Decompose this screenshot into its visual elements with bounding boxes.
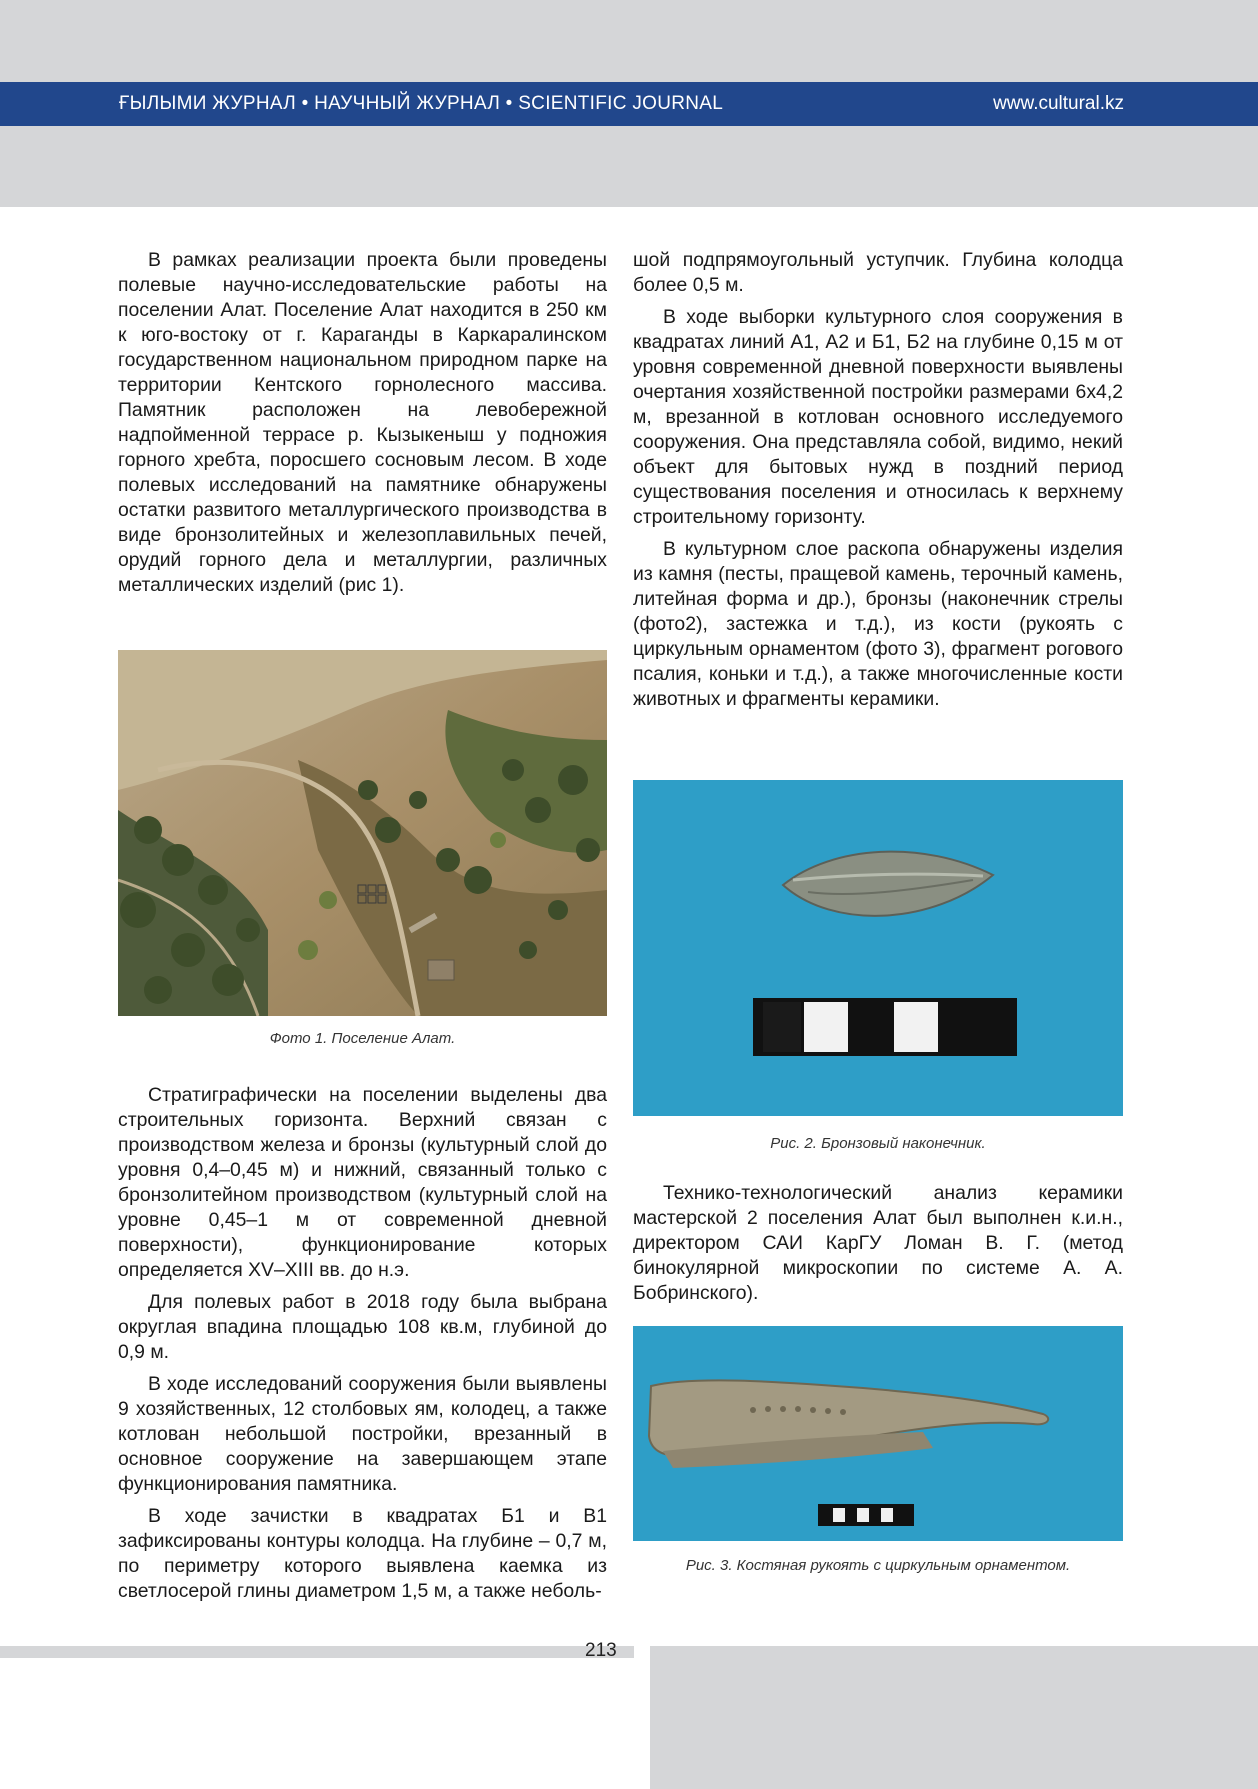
paragraph: Технико-технологический анализ керамики мастерской 2 поселения Алат был выполнен к.и.н., директором САИ КарГУ Ломан В. Г. (метод бинокулярной микроскопии по системе А. А. Бобринского). xyxy=(633,1182,1123,1304)
bone-handle-photo xyxy=(633,1326,1123,1541)
page-number: 213 xyxy=(585,1640,617,1661)
journal-banner xyxy=(0,82,1258,126)
paragraph: В культурном слое раскопа обнаружены изделия из камня (песты, пращевой камень, терочный камень, литейная форма и др.), бронзы (наконечник стрелы (фото2), застежка и т.д.), из кости (рукоять с циркульным орнаментом (фото 3), фрагмент рогового псалия, коньки и т.д.), а также многочисленные кости животных и фрагменты керамики. xyxy=(633,538,1123,710)
paragraph: В ходе выборки культурного слоя сооружения в квадратах линий А1, А2 и Б1, Б2 на глубине 0,15 м от уровня современной дневной поверхности выявлены очертания хозяйственной постройки размерами 6х4,2 м, врезанной в котлован основного исследуемого сооружения. Она представляла собой, видимо, некий объект для бытовых нужд в поздний период существования поселения и относилась к верхнему строительному горизонту. xyxy=(633,306,1123,528)
footer-bar xyxy=(0,1646,634,1658)
footer-background xyxy=(650,1646,1258,1789)
paragraph: шой подпрямоугольный уступчик. Глубина колодца более 0,5 м. xyxy=(633,249,1123,296)
photo1-caption: Фото 1. Поселение Алат. xyxy=(269,1030,456,1047)
journal-title: ҒЫЛЫМИ ЖУРНАЛ • НАУЧНЫЙ ЖУРНАЛ • SCIENTIFIC JOURNAL xyxy=(119,93,724,114)
photo3-caption: Рис. 3. Костяная рукоять с циркульным орнаментом. xyxy=(685,1557,1071,1574)
left-column-top xyxy=(118,248,607,605)
paragraph: Для полевых работ в 2018 году была выбрана округлая впадина площадью 108 кв.м, глубиной до 0,9 м. xyxy=(118,1291,607,1363)
right-column-bottom xyxy=(633,1181,1123,1313)
paragraph: В рамках реализации проекта были проведены полевые научно-исследовательские работы на поселении Алат. Поселение Алат находится в 250 км к юго-востоку от г. Караганды в Каркаралинском государственном национальном природном парке на территории Кентского горнолесного массива. Памятник расположен на левобережной надпойменной террасе р. Кызыкеныш у подножия горного хребта, поросшего сосновым лесом. В ходе полевых исследований на памятнике обнаружены остатки развитого металлургического производства в виде бронзолитейных и железоплавильных печей, орудий горного дела и металлургии, различных металлических изделий (рис 1). xyxy=(118,249,607,596)
paragraph: В ходе исследований сооружения были выявлены 9 хозяйственных, 12 столбовых ям, колодец, а также котлован небольшой постройки, врезанный в основное сооружение на завершающем этапе функционирования памятника. xyxy=(118,1373,607,1495)
paragraph: В ходе зачистки в квадратах Б1 и В1 зафиксированы контуры колодца. На глубине – 0,7 м, по периметру которого выявлена каемка из светлосерой глины диаметром 1,5 м, а также неболь- xyxy=(118,1505,607,1602)
aerial-photo xyxy=(118,650,607,1016)
website-link[interactable]: www.cultural.kz xyxy=(993,93,1124,114)
left-column-bottom xyxy=(118,1083,607,1611)
paragraph: Стратиграфически на поселении выделены два строительных горизонта. Верхний связан с производством железа и бронзы (культурный слой до уровня 0,4–0,45 м) и нижний, связанный только с бронзолитейном производством (культурный слой на уровне 0,45–1 м от современной дневной поверхности), функционирование которых определяется XV–XIII вв. до н.э. xyxy=(118,1084,607,1281)
arrowhead-photo xyxy=(633,780,1123,1116)
photo2-caption: Рис. 2. Бронзовый наконечник. xyxy=(770,1135,986,1152)
right-column-top xyxy=(633,248,1123,719)
